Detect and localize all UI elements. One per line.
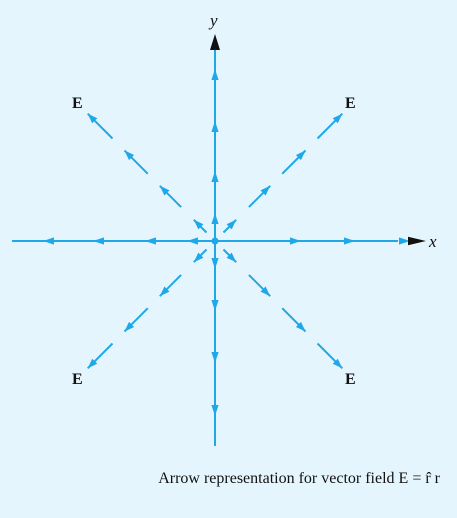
- field-arrow-up-2: [211, 171, 218, 182]
- field-arrow-up-3: [211, 121, 218, 132]
- x-axis-arrowhead-icon: [408, 237, 426, 245]
- x-axis-label: x: [429, 232, 437, 251]
- field-label-bottom-right: E: [345, 371, 356, 388]
- figure-caption: Arrow representation for vector field E = r̂ r: [158, 470, 440, 487]
- field-arrow-left-1: [187, 237, 198, 244]
- y-axis-label: y: [210, 11, 218, 30]
- field-arrow-left-2: [145, 237, 156, 244]
- field-arrow-down-3: [211, 352, 218, 363]
- field-arrow-down-4: [211, 405, 218, 416]
- field-arrow-right-1: [290, 237, 301, 244]
- field-arrow-down-1: [211, 258, 218, 269]
- field-arrow-left-4: [43, 237, 54, 244]
- y-axis-arrowhead-icon: [210, 34, 220, 50]
- field-label-bottom-left: E: [72, 371, 83, 388]
- field-arrow-left-3: [93, 237, 104, 244]
- axes-group: [210, 34, 426, 245]
- field-arrow-up-1: [211, 213, 218, 224]
- field-arrow-down-2: [211, 300, 218, 311]
- field-label-top-right: E: [345, 95, 356, 112]
- origin-point: [212, 238, 219, 245]
- field-label-top-left: E: [72, 95, 83, 112]
- field-arrow-up-4: [211, 69, 218, 80]
- field-arrow-right-2: [344, 237, 355, 244]
